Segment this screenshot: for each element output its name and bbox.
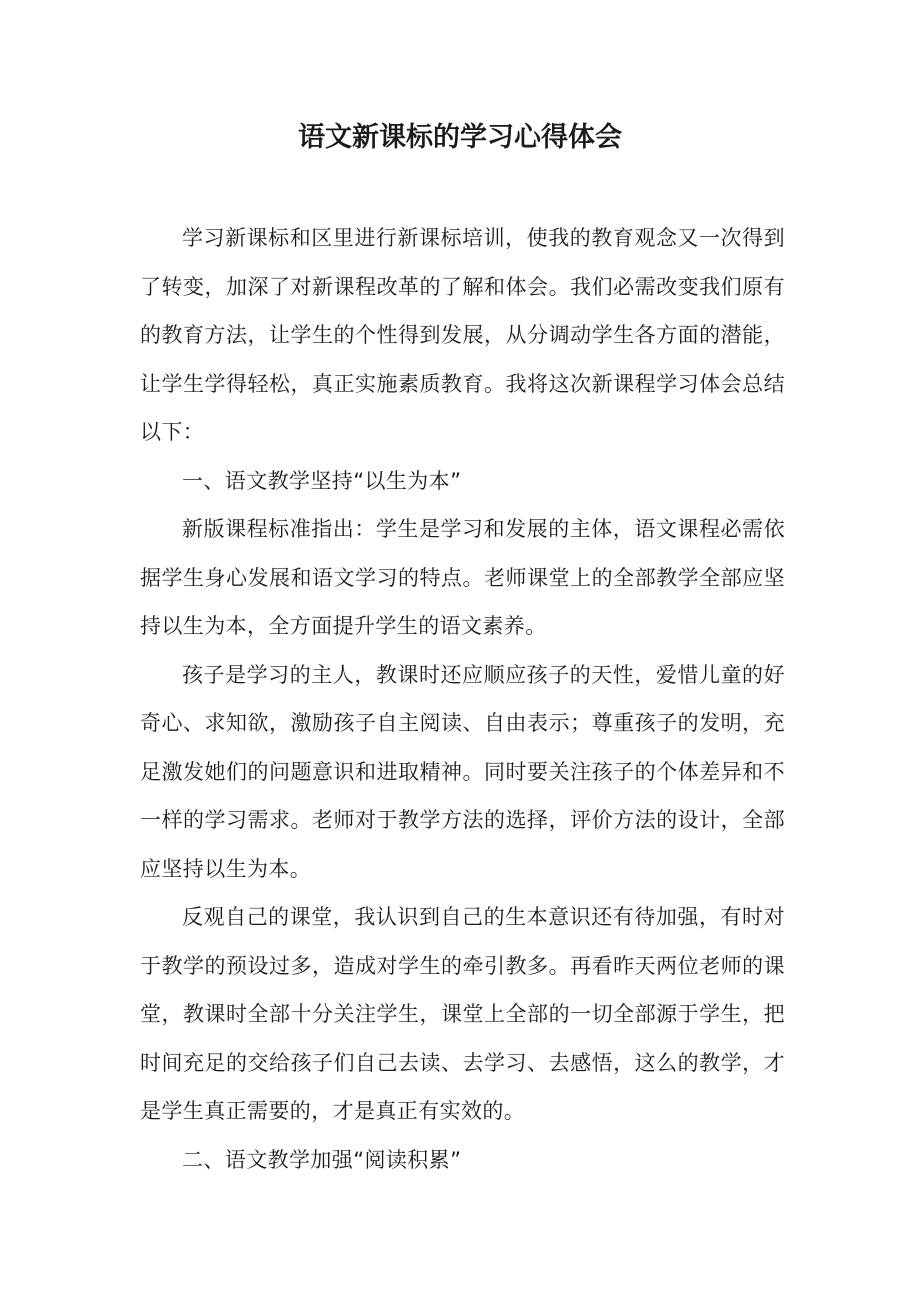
section-heading-2: 二、语文教学加强“阅读积累”: [182, 1147, 462, 1172]
paragraph-intro: 学习新课标和区里进行新课标培训，使我的教育观念又一次得到了转变，加深了对新课程改革的了解和体会。我们必需改变我们原有的教育方法，让学生的个性得到发展，从分调动学生各方面的潜能，让学生学得轻松，真正实施素质教育。我将这次新课程学习体会总结以下：: [140, 226, 785, 444]
paragraph-reflection: 反观自己的课堂，我认识到自己的生本意识还有待加强，有时对于教学的预设过多，造成对学生的牵引教多。再看昨天两位老师的课堂，教课时全部十分关注学生，课堂上全部的一切全部源于学生，把时间充足的交给孩子们自己去读、去学习、去感悟，这么的教学，才是学生真正需要的，才是真正有实效的。: [140, 905, 785, 1123]
document-title: 语文新课标的学习心得体会: [298, 122, 622, 153]
paragraph-children: 孩子是学习的主人，教课时还应顺应孩子的天性，爱惜儿童的好奇心、求知欲，激励孩子自主阅读、自由表示；尊重孩子的发明，充足激发她们的问题意识和进取精神。同时要关注孩子的个体差异和不一样的学习需求。老师对于教学方法的选择，评价方法的设计，全部应坚持以生为本。: [140, 662, 785, 881]
document-body: [140, 214, 785, 1184]
paragraph-standard: 新版课程标准指出：学生是学习和发展的主体，语文课程必需依据学生身心发展和语文学习的特点。老师课堂上的全部教学全部应坚持以生为本，全方面提升学生的语文素养。: [140, 517, 785, 638]
section-heading-1: 一、语文教学坚持“以生为本”: [182, 468, 462, 493]
